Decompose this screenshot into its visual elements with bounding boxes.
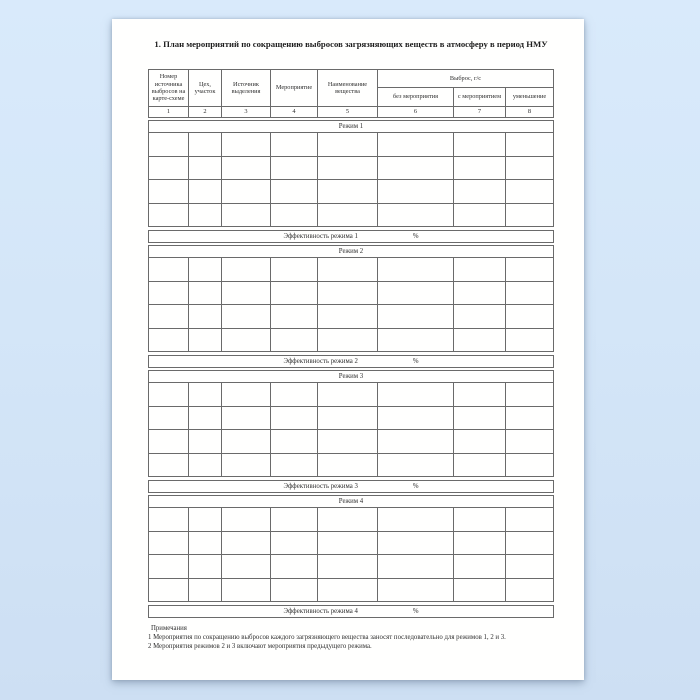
empty-cell [454,555,506,579]
empty-cell [378,258,454,282]
empty-cell [506,328,554,352]
empty-data-row [149,578,554,602]
empty-cell [189,453,222,477]
empty-cell [271,383,318,407]
empty-cell [189,383,222,407]
empty-cell [149,156,189,180]
empty-data-row [149,383,554,407]
effectiveness-label: Эффективность режима 2 [283,358,358,365]
empty-data-row [149,531,554,555]
empty-cell [271,508,318,532]
column-number: 3 [222,107,271,118]
empty-cell [222,508,271,532]
empty-cell [378,156,454,180]
empty-cell [454,578,506,602]
empty-cell [318,430,378,454]
empty-data-row [149,508,554,532]
effectiveness-label: Эффективность режима 1 [283,233,358,240]
empty-cell [454,453,506,477]
column-header-emission-group: Выброс, г/с [378,70,554,88]
regime-label: Режим 2 [338,248,364,255]
empty-cell [506,203,554,227]
empty-cell [189,328,222,352]
column-number: 7 [454,107,506,118]
effectiveness-row-1 [148,230,554,243]
empty-cell [222,555,271,579]
empty-cell [189,430,222,454]
empty-cell [189,305,222,329]
empty-cell [271,281,318,305]
percent-sign: % [412,233,419,240]
document-title: 1. План мероприятий по сокращению выбросов загрязняющих веществ в атмосферу в период НМУ [154,39,548,49]
empty-cell [189,406,222,430]
empty-cell [222,281,271,305]
empty-cell [378,133,454,157]
empty-cell [318,133,378,157]
column-numbers-row [149,107,554,118]
empty-cell [149,531,189,555]
column-number: 4 [271,107,318,118]
empty-cell [506,156,554,180]
empty-cell [454,383,506,407]
empty-cell [271,133,318,157]
column-number: 8 [506,107,554,118]
empty-cell [222,305,271,329]
regime-3-data-grid [148,382,554,477]
regime-2-data-grid [148,257,554,352]
regime-label: Режим 4 [338,498,364,505]
empty-cell [506,305,554,329]
empty-cell [189,555,222,579]
regime-1-data-grid [148,132,554,227]
empty-cell [454,281,506,305]
empty-cell [271,203,318,227]
empty-cell [454,430,506,454]
empty-cell [506,406,554,430]
empty-cell [318,156,378,180]
empty-cell [454,328,506,352]
empty-cell [454,156,506,180]
empty-cell [318,578,378,602]
note-item: 2 Мероприятия режимов 2 и 3 включают мероприятия предыдущего режима. [148,643,372,650]
empty-cell [378,406,454,430]
empty-cell [454,305,506,329]
empty-data-row [149,180,554,204]
empty-cell [318,281,378,305]
empty-data-row [149,430,554,454]
empty-cell [454,508,506,532]
empty-cell [189,156,222,180]
empty-cell [506,383,554,407]
empty-cell [222,430,271,454]
empty-cell [149,383,189,407]
empty-cell [378,328,454,352]
note-item: 1 Мероприятия по сокращению выбросов каждого загрязняющего вещества заносят последовательно для режимов 1, 2 и 3. [148,634,506,641]
empty-cell [506,258,554,282]
empty-data-row [149,156,554,180]
empty-cell [149,133,189,157]
empty-cell [378,555,454,579]
empty-cell [454,406,506,430]
empty-cell [189,203,222,227]
empty-cell [149,406,189,430]
notes-heading: Примечания [151,625,187,632]
effectiveness-row-3 [148,480,554,493]
column-header-substance-name: Наименование вещества [318,70,378,107]
empty-cell [149,578,189,602]
empty-cell [454,258,506,282]
empty-cell [271,555,318,579]
empty-cell [149,281,189,305]
empty-data-row [149,555,554,579]
empty-cell [318,508,378,532]
empty-cell [318,328,378,352]
empty-cell [271,180,318,204]
empty-cell [378,508,454,532]
empty-cell [378,383,454,407]
notes-block [148,624,554,651]
empty-cell [189,281,222,305]
empty-cell [506,281,554,305]
empty-data-row [149,406,554,430]
column-header-without-measure: без мероприятия [378,88,454,107]
empty-cell [271,258,318,282]
column-number: 5 [318,107,378,118]
empty-cell [454,531,506,555]
empty-cell [222,258,271,282]
empty-cell [222,383,271,407]
empty-cell [318,258,378,282]
column-header-measure: Мероприятие [271,70,318,107]
empty-data-row [149,453,554,477]
empty-data-row [149,133,554,157]
empty-cell [189,508,222,532]
empty-cell [271,578,318,602]
empty-cell [271,156,318,180]
empty-cell [149,328,189,352]
empty-cell [454,133,506,157]
empty-cell [506,453,554,477]
empty-cell [149,180,189,204]
effectiveness-row-4 [148,605,554,618]
empty-cell [318,406,378,430]
empty-cell [378,531,454,555]
empty-cell [378,305,454,329]
empty-cell [378,203,454,227]
effectiveness-label: Эффективность режима 4 [283,608,358,615]
percent-sign: % [412,358,419,365]
empty-cell [222,156,271,180]
document-page [112,19,584,680]
column-header-workshop: Цех, участок [189,70,222,107]
empty-cell [149,453,189,477]
empty-cell [189,180,222,204]
empty-data-row [149,328,554,352]
column-header-reduction: уменьшение [506,88,554,107]
empty-cell [506,531,554,555]
empty-cell [271,305,318,329]
empty-data-row [149,258,554,282]
empty-cell [318,383,378,407]
empty-cell [506,555,554,579]
plan-table-header [148,69,554,118]
effectiveness-label: Эффективность режима 3 [283,483,358,490]
empty-cell [189,531,222,555]
empty-cell [378,180,454,204]
empty-cell [149,508,189,532]
empty-cell [149,258,189,282]
regime-label: Режим 1 [338,123,364,130]
empty-cell [222,328,271,352]
empty-data-row [149,203,554,227]
empty-cell [189,133,222,157]
empty-cell [149,430,189,454]
empty-cell [318,531,378,555]
empty-cell [506,180,554,204]
empty-cell [189,258,222,282]
empty-cell [506,133,554,157]
empty-cell [149,555,189,579]
regime-4-data-grid [148,507,554,602]
empty-cell [318,453,378,477]
column-number: 6 [378,107,454,118]
percent-sign: % [412,608,419,615]
empty-cell [271,453,318,477]
column-number: 2 [189,107,222,118]
empty-data-row [149,305,554,329]
empty-cell [222,203,271,227]
empty-cell [318,180,378,204]
empty-cell [271,328,318,352]
empty-cell [271,406,318,430]
empty-cell [271,531,318,555]
empty-cell [222,133,271,157]
empty-cell [378,578,454,602]
column-header-source-number: Номер источника выбросов на карте-схеме [149,70,189,107]
empty-cell [378,453,454,477]
column-number: 1 [149,107,189,118]
empty-cell [318,203,378,227]
empty-cell [149,305,189,329]
percent-sign: % [412,483,419,490]
column-header-emission-source: Источник выделения [222,70,271,107]
empty-cell [506,508,554,532]
empty-cell [149,203,189,227]
empty-cell [222,180,271,204]
empty-cell [222,453,271,477]
empty-data-row [149,281,554,305]
empty-cell [318,555,378,579]
empty-cell [189,578,222,602]
empty-cell [454,203,506,227]
empty-cell [222,531,271,555]
effectiveness-row-2 [148,355,554,368]
empty-cell [378,430,454,454]
empty-cell [378,281,454,305]
empty-cell [318,305,378,329]
empty-cell [506,578,554,602]
empty-cell [271,430,318,454]
empty-cell [222,578,271,602]
regime-label: Режим 3 [338,373,364,380]
empty-cell [506,430,554,454]
column-header-with-measure: с мероприятием [454,88,506,107]
empty-cell [454,180,506,204]
empty-cell [222,406,271,430]
